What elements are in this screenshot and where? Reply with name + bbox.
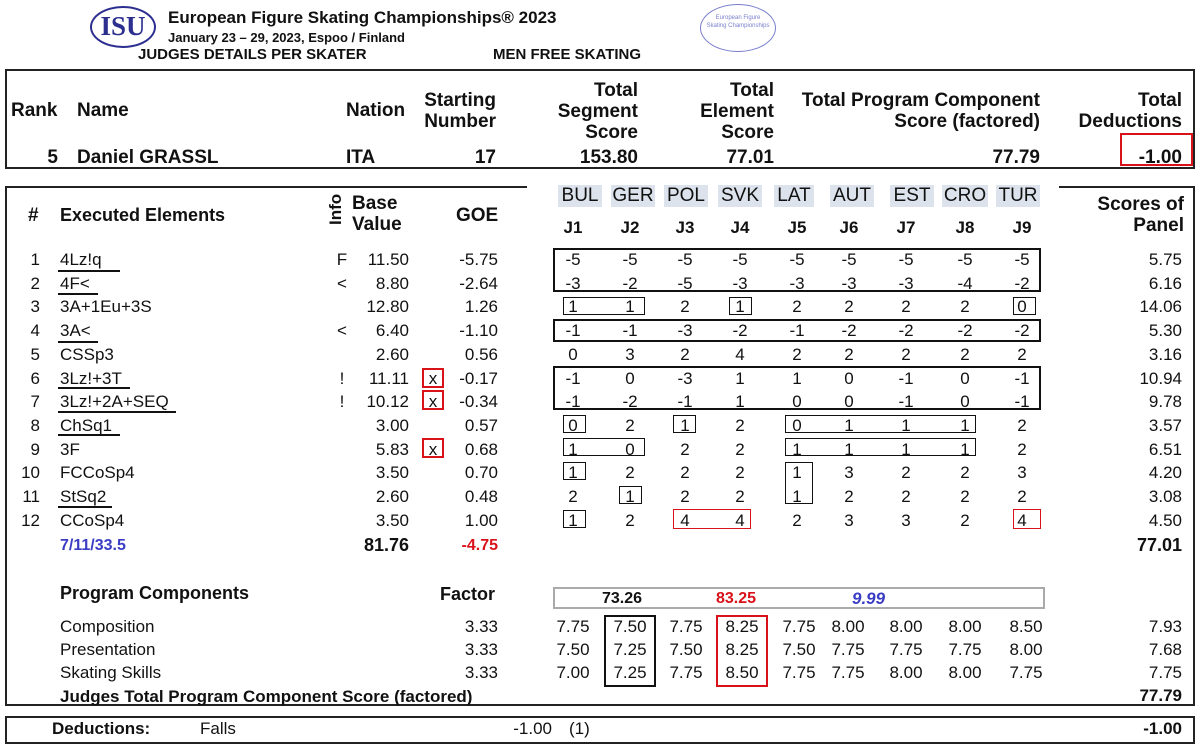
judge-goe-mark: 1	[792, 463, 802, 483]
judge-goe-mark: 2	[625, 510, 635, 530]
element-base-value: 5.83	[375, 439, 409, 459]
judge-goe-mark: -1	[1014, 392, 1030, 412]
element-goe: -2.64	[459, 273, 498, 293]
element-base-value: 2.60	[375, 344, 409, 364]
judge-goe-mark: -3	[732, 273, 748, 293]
judge-label: J6	[839, 218, 859, 237]
tes-header	[680, 80, 774, 143]
nation-label: CRO	[943, 185, 987, 206]
tss-header-line2: Segment	[557, 101, 638, 122]
component-factor: 3.33	[464, 640, 498, 659]
judge-label: J9	[1012, 218, 1032, 237]
components-summary-avg: 9.99	[852, 589, 886, 608]
judge-component-mark: 7.75	[782, 617, 816, 636]
element-panel-score: 9.78	[1148, 392, 1182, 412]
judge-goe-mark: 2	[625, 415, 635, 435]
judge-goe-mark: 4	[735, 510, 745, 530]
judge-component-mark: 7.50	[613, 617, 647, 636]
judge-label: J1	[563, 218, 583, 237]
judge-component-mark: 8.00	[889, 663, 923, 682]
element-x-mark: x	[428, 368, 438, 388]
nation-label: TUR	[996, 185, 1040, 207]
judge-goe-mark: 1	[844, 415, 854, 435]
component-factor: 3.33	[464, 617, 498, 636]
judge-goe-mark: 1	[568, 297, 578, 317]
judge-goe-mark: 1	[625, 297, 635, 317]
judge-goe-mark: 2	[1017, 487, 1027, 506]
pcs-total-label: Judges Total Program Component Score (factored)	[60, 687, 473, 706]
element-name: 4F<	[60, 273, 90, 293]
judge-goe-mark: -3	[841, 273, 857, 293]
starting-header-line2: Number	[424, 111, 496, 132]
judge-goe-mark: -5	[565, 250, 581, 269]
deductions-total: -1.00	[1143, 719, 1182, 738]
judge-goe-mark: -1	[677, 392, 693, 412]
judge-component-mark: 8.25	[725, 617, 759, 636]
judge-goe-mark: -1	[789, 321, 805, 341]
element-goe: -1.10	[459, 321, 498, 341]
element-goe: 0.68	[464, 439, 498, 459]
element-goe: 0.56	[464, 344, 498, 364]
judge-goe-mark: 2	[735, 415, 745, 435]
judge-component-mark: 8.50	[725, 663, 759, 682]
nation-label: LAT	[774, 185, 814, 207]
pcs-header-line1: Total Program Component	[801, 90, 1040, 111]
element-panel-score: 10.94	[1139, 368, 1182, 388]
element-goe: -0.34	[459, 392, 498, 412]
judge-goe-mark: 1	[735, 392, 745, 412]
judge-goe-mark: -2	[732, 321, 748, 341]
judge-goe-mark: 1	[792, 439, 802, 459]
judge-component-mark: 7.75	[831, 663, 865, 682]
judge-component-mark: 8.00	[948, 617, 982, 636]
elements-count-summary: 7/11/33.5	[60, 537, 126, 554]
skater-nation: ITA	[346, 147, 376, 168]
event-dates: January 23 – 29, 2023, Espoo / Finland	[168, 30, 405, 45]
judge-goe-mark: -5	[732, 250, 748, 269]
judge-goe-mark: 1	[901, 415, 911, 435]
number-header: #	[28, 205, 39, 226]
judge-goe-mark: 2	[680, 297, 690, 317]
component-name: Presentation	[60, 640, 156, 659]
element-panel-score: 3.57	[1148, 415, 1182, 435]
element-number: 2	[30, 273, 40, 293]
judge-goe-mark: 2	[680, 344, 690, 364]
judge-goe-mark: -3	[677, 368, 693, 388]
judge-goe-mark: 0	[960, 368, 970, 388]
judge-goe-mark: -4	[957, 273, 973, 293]
tss-header-line1: Total	[594, 80, 638, 101]
nation-label: SVK	[718, 185, 762, 207]
element-number: 12	[21, 510, 40, 530]
base-header-line2: Value	[352, 214, 402, 235]
element-name: 3F	[60, 439, 80, 459]
judge-goe-mark: -3	[565, 273, 581, 293]
element-info: !	[339, 368, 345, 388]
judge-label: J7	[896, 218, 916, 237]
judge-goe-mark: 2	[844, 487, 854, 506]
judge-goe-mark: -1	[898, 392, 914, 412]
judge-goe-mark: 2	[792, 344, 802, 364]
deductions-frame	[5, 716, 1195, 744]
total-base-value: 81.76	[363, 535, 409, 555]
tss-header-line3: Score	[585, 122, 638, 143]
judge-goe-mark: -1	[565, 368, 581, 388]
judge-goe-mark: 2	[960, 463, 970, 483]
element-panel-score: 6.16	[1148, 273, 1182, 293]
judge-goe-mark: -5	[1014, 250, 1030, 269]
base-value-header	[352, 193, 402, 235]
element-underline	[58, 341, 98, 343]
judge-component-mark: 7.75	[1009, 663, 1043, 682]
event-title: European Figure Skating Championships® 2023	[168, 8, 557, 27]
judge-goe-mark: 2	[1017, 344, 1027, 364]
judge-goe-mark: 2	[680, 487, 690, 506]
judge-goe-mark: 1	[568, 463, 578, 483]
judge-goe-mark: 2	[625, 463, 635, 483]
judge-goe-mark: -1	[622, 321, 638, 341]
element-number: 5	[30, 344, 40, 364]
rank-header: Rank	[11, 100, 58, 121]
element-goe: -0.17	[459, 368, 498, 388]
total-element-score: 77.01	[1136, 535, 1182, 555]
pcs-header-line2: Score (factored)	[894, 111, 1040, 132]
judge-goe-mark: 1	[792, 487, 802, 506]
judge-label: J4	[730, 218, 750, 237]
judge-goe-mark: 1	[680, 415, 690, 435]
skater-deductions: -1.00	[1138, 147, 1182, 168]
judge-goe-mark: 1	[792, 368, 802, 388]
judge-goe-mark: 1	[568, 439, 578, 459]
element-number: 10	[21, 463, 40, 483]
element-name: 3A+1Eu+3S	[60, 297, 152, 317]
element-panel-score: 3.08	[1148, 487, 1182, 506]
judge-goe-mark: 0	[844, 368, 854, 388]
judge-goe-mark: 2	[735, 439, 745, 459]
element-base-value: 8.80	[375, 273, 409, 293]
judge-goe-mark: -3	[898, 273, 914, 293]
element-number: 1	[30, 250, 40, 269]
judge-goe-mark: 4	[735, 344, 745, 364]
judge-goe-mark: 1	[901, 439, 911, 459]
judge-goe-mark: 0	[625, 368, 635, 388]
panel-header-line2: Panel	[1133, 215, 1184, 236]
element-goe: -5.75	[459, 250, 498, 269]
pcs-header	[780, 90, 1040, 132]
judge-goe-mark: 1	[735, 297, 745, 317]
judge-goe-mark: -5	[677, 250, 693, 269]
judge-goe-mark: 3	[901, 510, 911, 530]
judge-component-mark: 8.00	[831, 617, 865, 636]
element-panel-score: 6.51	[1148, 439, 1182, 459]
judge-goe-mark: 3	[1017, 463, 1027, 483]
deduction-type: Falls	[200, 719, 236, 738]
deductions-header	[1060, 90, 1182, 132]
judge-goe-mark: 0	[1017, 297, 1027, 317]
judge-goe-mark: 2	[901, 487, 911, 506]
judge-goe-mark: -1	[565, 321, 581, 341]
nation-label: POL	[664, 185, 708, 207]
deductions-header-line1: Total	[1138, 90, 1182, 111]
component-factor: 3.33	[464, 663, 498, 682]
skater-start-number: 17	[474, 147, 496, 168]
judge-label: J5	[787, 218, 807, 237]
judge-goe-mark: 0	[625, 439, 635, 459]
element-base-value: 10.12	[366, 392, 409, 412]
element-info: <	[337, 273, 347, 293]
tes-header-line2: Element	[700, 101, 774, 122]
element-panel-score: 14.06	[1139, 297, 1182, 317]
judge-goe-mark: 1	[625, 487, 635, 506]
tes-header-line1: Total	[730, 80, 774, 101]
judge-component-mark: 7.50	[556, 640, 590, 659]
judge-component-mark: 7.25	[613, 640, 647, 659]
element-name: ChSq1	[60, 415, 112, 435]
judge-goe-mark: -2	[1014, 273, 1030, 293]
judge-goe-mark: 2	[568, 487, 578, 506]
program-components-title: Program Components	[60, 583, 250, 603]
element-base-value: 3.50	[375, 510, 409, 530]
judge-goe-mark: -5	[957, 250, 973, 269]
judge-component-mark: 7.25	[613, 663, 647, 682]
judge-goe-mark: -2	[622, 392, 638, 412]
judge-goe-mark: -2	[841, 321, 857, 341]
judge-goe-mark: -1	[1014, 368, 1030, 388]
judge-component-mark: 7.75	[669, 617, 703, 636]
judge-goe-mark: 2	[735, 463, 745, 483]
judge-goe-mark: -5	[841, 250, 857, 269]
element-goe: 0.48	[464, 487, 498, 506]
judge-goe-mark: -2	[898, 321, 914, 341]
judge-goe-mark: 4	[1017, 510, 1027, 530]
element-x-mark: x	[428, 439, 438, 459]
element-info: <	[337, 321, 347, 341]
element-number: 6	[30, 368, 40, 388]
executed-elements-header: Executed Elements	[60, 205, 226, 225]
judge-goe-mark: -1	[898, 368, 914, 388]
element-info: !	[339, 392, 345, 412]
judge-goe-mark: -2	[1014, 321, 1030, 341]
skater-tes: 77.01	[726, 147, 774, 168]
element-number: 4	[30, 321, 40, 341]
judge-component-mark: 7.75	[669, 663, 703, 682]
tss-header	[540, 80, 638, 143]
judge-goe-mark: 0	[792, 392, 802, 412]
judge-goe-mark: 1	[735, 368, 745, 388]
element-base-value: 3.00	[375, 415, 409, 435]
components-summary-max: 83.25	[716, 590, 757, 607]
judge-goe-mark: 3	[844, 510, 854, 530]
skater-rank: 5	[47, 147, 58, 168]
judge-goe-mark: 3	[844, 463, 854, 483]
judge-goe-mark: 2	[844, 344, 854, 364]
judge-component-mark: 7.50	[782, 640, 816, 659]
judge-goe-mark: -5	[898, 250, 914, 269]
judge-goe-mark: 3	[625, 344, 635, 364]
judge-goe-mark: 0	[568, 344, 578, 364]
judge-goe-mark: 2	[901, 463, 911, 483]
element-base-value: 3.50	[375, 463, 409, 483]
judge-goe-mark: 2	[960, 297, 970, 317]
judge-goe-mark: -5	[622, 250, 638, 269]
judge-component-mark: 7.75	[831, 640, 865, 659]
element-name: 3Lz!+2A+SEQ	[60, 392, 169, 412]
judge-goe-mark: 2	[1017, 415, 1027, 435]
goe-header: GOE	[456, 205, 499, 226]
nation-label: EST	[890, 185, 934, 207]
emblem-text: European Figure Skating Championships	[706, 15, 770, 29]
judge-goe-mark: 1	[844, 439, 854, 459]
judge-component-mark: 7.75	[889, 640, 923, 659]
judge-component-mark: 8.00	[889, 617, 923, 636]
factor-header: Factor	[440, 584, 496, 604]
judge-goe-mark: 2	[792, 510, 802, 530]
element-number: 9	[30, 439, 40, 459]
element-base-value: 12.80	[366, 297, 409, 317]
judge-goe-mark: 2	[1017, 439, 1027, 459]
skater-pcs: 77.79	[992, 147, 1040, 168]
component-panel-score: 7.75	[1148, 663, 1182, 682]
element-base-value: 11.50	[367, 250, 409, 269]
nation-label: BUL	[558, 185, 602, 207]
judge-goe-mark: 2	[792, 297, 802, 317]
subtitle-judges-details: JUDGES DETAILS PER SKATER	[138, 46, 367, 63]
judge-component-mark: 8.50	[1009, 617, 1043, 636]
subtitle-segment: MEN FREE SKATING	[493, 46, 642, 63]
judge-goe-mark: 2	[960, 344, 970, 364]
element-panel-score: 4.20	[1148, 463, 1182, 483]
total-goe: -4.75	[461, 537, 498, 554]
judge-goe-mark: 2	[735, 487, 745, 506]
judge-goe-mark: -2	[622, 273, 638, 293]
element-panel-score: 5.75	[1148, 250, 1182, 269]
element-name: CCoSp4	[60, 510, 125, 530]
judge-component-mark: 7.50	[669, 640, 703, 659]
element-name: StSq2	[60, 487, 107, 506]
element-name: 3Lz!+3T	[60, 368, 122, 388]
scores-of-panel-header	[1070, 194, 1184, 236]
element-base-value: 11.11	[368, 368, 409, 388]
judge-goe-mark: 1	[960, 415, 970, 435]
judge-goe-mark: -5	[677, 273, 693, 293]
element-underline	[58, 270, 120, 272]
skater-name: Daniel GRASSL	[77, 147, 219, 168]
name-header: Name	[77, 100, 129, 121]
judge-goe-mark: 0	[844, 392, 854, 412]
pcs-total-value: 77.79	[1139, 686, 1182, 705]
judge-label: J8	[955, 218, 975, 237]
judge-goe-mark: 2	[960, 487, 970, 506]
element-name: CSSp3	[60, 344, 114, 364]
judge-component-mark: 8.25	[725, 640, 759, 659]
component-name: Skating Skills	[60, 663, 162, 682]
nation-label: GER	[612, 185, 654, 206]
judge-goe-mark: -1	[565, 392, 581, 412]
element-number: 7	[30, 392, 40, 412]
component-panel-score: 7.68	[1148, 640, 1182, 659]
judge-label: J2	[620, 218, 640, 237]
judge-component-mark: 7.75	[948, 640, 982, 659]
judge-label: J3	[675, 218, 695, 237]
element-name: 4Lz!q	[60, 250, 102, 269]
judge-goe-mark: 0	[568, 415, 578, 435]
judge-component-mark: 7.75	[556, 617, 590, 636]
deductions-label: Deductions:	[52, 719, 151, 738]
judge-goe-mark: 0	[792, 415, 802, 435]
isu-logo-text: ISU	[100, 11, 146, 41]
judge-goe-mark: 4	[680, 510, 690, 530]
component-panel-score: 7.93	[1148, 617, 1182, 636]
element-number: 8	[30, 415, 40, 435]
info-header: Info	[326, 193, 345, 225]
starting-number-header	[400, 90, 496, 132]
starting-header-line1: Starting	[424, 90, 496, 111]
element-panel-score: 3.16	[1148, 344, 1182, 364]
judge-goe-mark: 2	[680, 439, 690, 459]
judge-component-mark: 7.00	[556, 663, 590, 682]
components-summary-min: 73.26	[602, 590, 643, 607]
element-number: 11	[22, 487, 40, 506]
tes-header-line3: Score	[721, 122, 774, 143]
element-name: FCCoSp4	[60, 463, 135, 483]
element-base-value: 2.60	[375, 487, 409, 506]
nation-header: Nation	[346, 100, 406, 121]
judge-goe-mark: 0	[960, 392, 970, 412]
judge-component-mark: 8.00	[1009, 640, 1043, 659]
judge-component-mark: 8.00	[948, 663, 982, 682]
element-base-value: 6.40	[375, 321, 409, 341]
element-goe: 1.00	[464, 510, 498, 530]
deduction-count: (1)	[569, 719, 590, 738]
element-panel-score: 4.50	[1148, 510, 1182, 530]
judge-goe-mark: -2	[957, 321, 973, 341]
judge-goe-mark: -3	[789, 273, 805, 293]
element-x-mark: x	[428, 392, 438, 412]
element-goe: 0.57	[464, 415, 498, 435]
element-goe: 0.70	[464, 463, 498, 483]
skater-tss: 153.80	[579, 147, 638, 168]
panel-header-line1: Scores of	[1097, 194, 1184, 215]
component-name: Composition	[60, 617, 155, 636]
judge-goe-mark: 2	[680, 463, 690, 483]
element-number: 3	[30, 297, 40, 317]
nation-label: AUT	[830, 185, 874, 207]
judge-component-mark: 7.75	[782, 663, 816, 682]
deduction-value: -1.00	[513, 719, 552, 738]
deductions-header-line2: Deductions	[1078, 111, 1182, 132]
judge-goe-mark: 2	[960, 510, 970, 530]
element-info: F	[336, 250, 348, 269]
judge-goe-mark: 1	[568, 510, 578, 530]
element-goe: 1.26	[464, 297, 498, 317]
element-name: 3A<	[60, 321, 91, 341]
element-panel-score: 5.30	[1148, 321, 1182, 341]
judge-goe-mark: -5	[789, 250, 805, 269]
judge-goe-mark: 2	[844, 297, 854, 317]
judge-goe-mark: 2	[901, 297, 911, 317]
judge-goe-mark: -3	[677, 321, 693, 341]
judge-goe-mark: 1	[960, 439, 970, 459]
base-header-line1: Base	[352, 193, 398, 214]
judge-goe-mark: 2	[901, 344, 911, 364]
